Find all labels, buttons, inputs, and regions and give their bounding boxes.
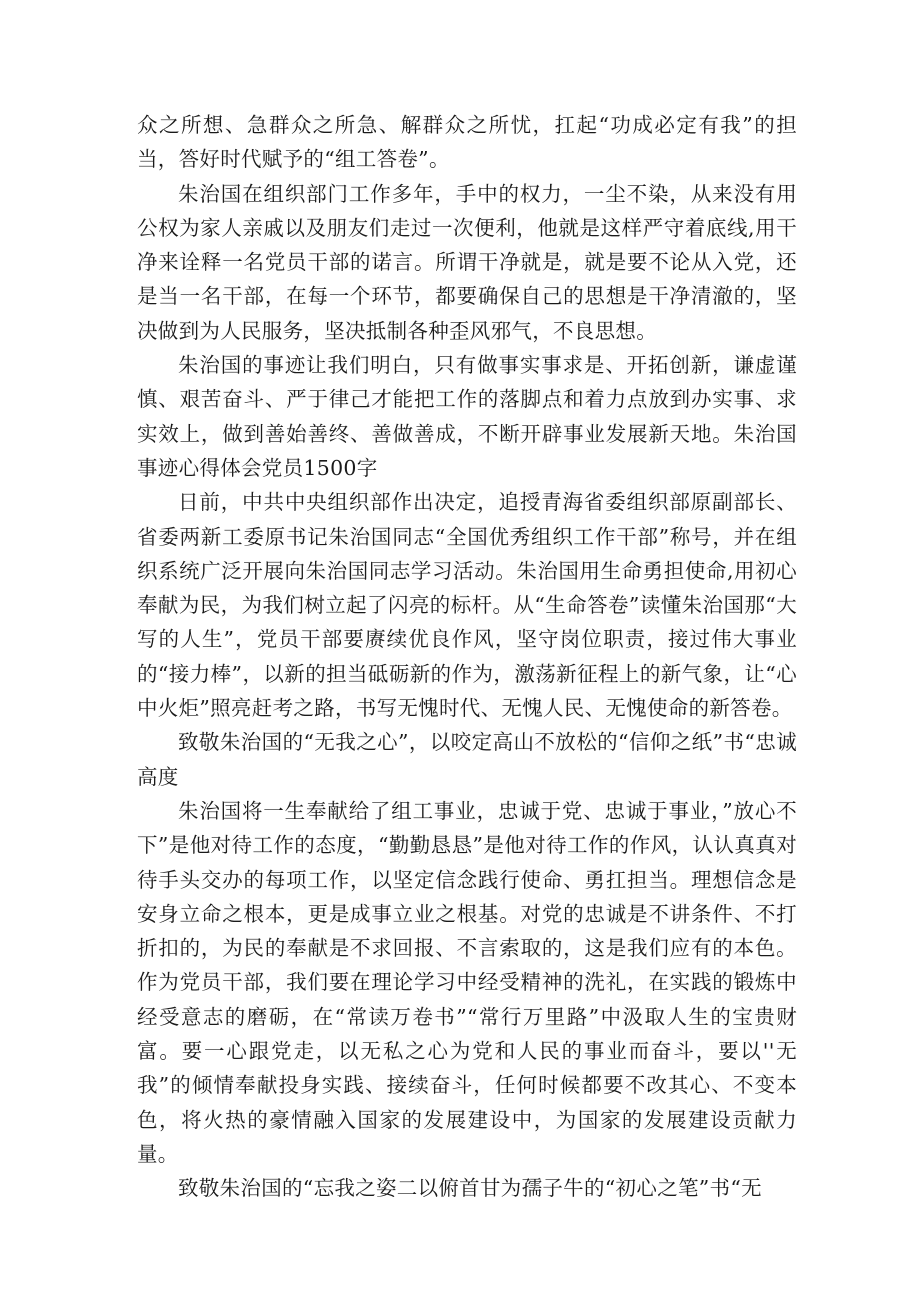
paragraph: 朱治国的事迹让我们明白，只有做事实事求是、开拓创新，谦虚谨慎、艰苦奋斗、严于律己才能把工作的落脚点和着力点放到办实事、求实效上，做到善始善终、善做善成，不断开辟事业发展新天地。朱治国事迹心得体会党员1500字 <box>137 353 797 480</box>
paragraph: 朱治国在组织部门工作多年，手中的权力，一尘不染，从来没有用公权为家人亲戚以及朋友们走过一次便利，他就是这样严守着底线,用干净来诠释一名党员干部的诺言。所谓干净就是，就是要不论从入党，还是当一名干部，在每一个环节，都要确保自己的思想是干净清澈的，坚决做到为人民服务，坚决抵制各种歪风邪气，不良思想。 <box>137 181 797 343</box>
paragraph: 日前，中共中央组织部作出决定，追授青海省委组织部原副部长、省委两新工委原书记朱治国同志“全国优秀组织工作干部”称号，并在组织系统广泛开展向朱治国同志学习活动。朱治国用生命勇担使命,用初心奉献为民，为我们树立起了闪亮的标杆。从“生命答卷”读懂朱治国那“大写的人生”，党员干部要赓续优良作风，坚守岗位职责，接过伟大事业的“接力棒”，以新的担当砥砺新的作为，激荡新征程上的新气象，让“心中火炬”照亮赶考之路，书写无愧时代、无愧人民、无愧使命的新答卷。 <box>137 490 797 721</box>
section-heading: 致敬朱治国的“无我之心”，以咬定高山不放松的“信仰之纸”书“忠诚高度 <box>137 730 797 789</box>
section-heading: 致敬朱治国的“忘我之姿二以俯首甘为孺子牛的“初心之笔”书“无 <box>178 1176 762 1201</box>
document-body <box>137 108 797 1206</box>
paragraph: 朱治国将一生奉献给了组工事业，忠诚于党、忠诚于事业，”放心不下”是他对待工作的态度，“勤勤恳恳”是他对待工作的作风，认认真真对待手头交办的每项工作，以坚定信念践行使命、勇扛担当。理想信念是安身立命之根本，更是成事立业之根基。对党的忠诚是不讲条件、不打折扣的，为民的奉献是不求回报、不言索取的，这是我们应有的本色。作为党员干部，我们要在理论学习中经受精神的洗礼，在实践的锻炼中经受意志的磨砺，在“常读万卷书”“常行万里路”中汲取人生的宝贵财富。要一心跟党走，以无私之心为党和人民的事业而奋斗，要以''无我”的倾情奉献投身实践、接续奋斗，任何时候都要不改其心、不变本色，将火热的豪情融入国家的发展建设中，为国家的发展建设贡献力量。 <box>137 798 797 1166</box>
paragraph-continued: 众之所想、急群众之所急、解群众之所忧，扛起“功成必定有我”的担当，答好时代赋予的“组工答卷”。 <box>137 113 797 172</box>
